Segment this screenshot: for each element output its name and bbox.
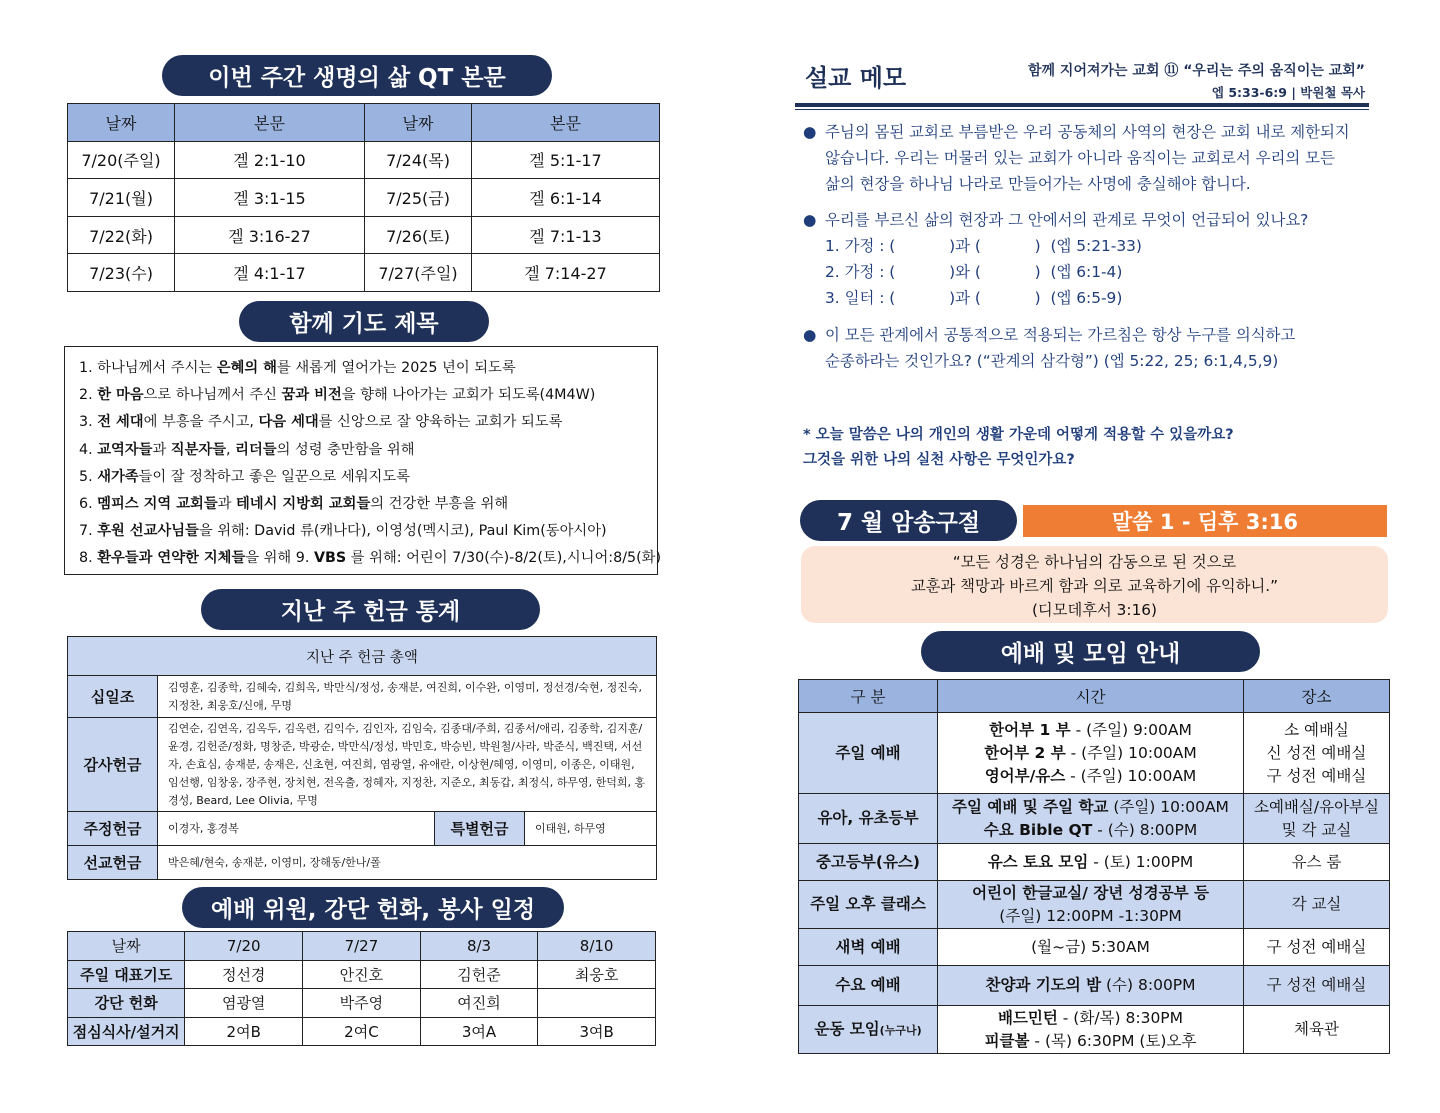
schedule-header: 날짜 [68,932,185,961]
text-span: 을 향해 나아가는 교회가 되도록(4M4W) [341,387,596,404]
emphasis-text: 테네시 지방회 교회들 [236,496,371,513]
worship-time [938,966,1244,1006]
schedule-header: 8/10 [538,932,656,961]
emphasis-text: 주일 예배 및 주일 학교 [952,797,1109,816]
table-row [68,718,657,812]
text-span: 1. 하나님께서 주시는 [79,360,217,376]
emphasis-text: 찬양과 기도의 밤 [985,976,1102,994]
schedule-cell: 2여B [185,1017,303,1046]
schedule-cell: 정선경 [185,960,303,989]
verse-text-box [801,546,1388,623]
schedule-cell: 김헌준 [420,960,537,989]
emphasis-text: 한어부 2 부 [984,743,1066,762]
qt-cell: 7/27(주일) [365,254,472,292]
schedule-cell: 3여A [420,1017,537,1046]
schedule-cell: 여진희 [420,989,537,1018]
qt-cell: 겔 3:1-15 [175,179,365,217]
text-span: 2. [79,387,98,404]
emphasis-text: 환우들과 연약한 지체들 [97,550,246,567]
schedule-table [67,931,656,1046]
worship-time [938,844,1244,881]
table-row [68,216,660,254]
thanks-label: 감사헌금 [68,718,158,812]
prayer-item [79,382,647,409]
worship-place-line: 소 예배실 [1284,720,1349,739]
verse-line: 교훈과 책망과 바르게 함과 의로 교육하기에 유익하니.” [910,577,1279,595]
emphasis-text: 수요 Bible QT [983,820,1093,839]
table-row [68,141,660,179]
memo-bullet-2 [803,207,1373,311]
worship-category [799,881,938,929]
divider [795,103,1369,107]
memo-line: 2. 가정 : ( )와 ( ) (엡 6:1-4) [825,263,1123,281]
worship-place-line: 구 성전 예배실 [1266,976,1367,994]
prayer-item [79,491,647,518]
weekly-label: 주정헌금 [68,812,158,846]
qt-section-title: 이번 주간 생명의 삶 QT 본문 [162,55,552,96]
special-names: 이태원, 하무영 [525,812,657,846]
worship-time [938,794,1244,844]
worship-place-line: 구 성전 예배실 [1266,937,1367,956]
emphasis-text: 새가족 [97,468,139,485]
schedule-header: 7/20 [185,932,303,961]
weekly-names: 이경자, 홍경복 [158,812,435,846]
qt-cell: 7/20(주일) [68,141,175,179]
emphasis-text: 한 마음 [97,387,144,404]
emphasis-text: 영어부/유스 [984,766,1066,785]
memo-line: 3. 일터 : ( )과 ( ) (엡 6:5-9) [825,289,1123,307]
qt-table [67,103,660,292]
worship-time-line [938,796,1243,819]
text-span: (수) 8:00PM [1101,976,1196,994]
bullet-icon: ● [803,123,817,141]
worship-place-line: 유스 룸 [1291,852,1342,871]
prayer-item [79,518,647,545]
offering-total-title: 지난 주 헌금 총액 [68,637,657,676]
worship-time [938,713,1244,794]
emphasis-text: 배드민턴 [997,1008,1058,1027]
worship-time-line [938,974,1243,997]
table-row [799,881,1390,929]
worship-place [1244,794,1390,844]
worship-category-name: 새벽 예배 [835,937,901,956]
emphasis-text: 유스 토요 모임 [987,852,1089,871]
worship-place-line: 소예배실/유아부실 [1253,797,1379,816]
special-label: 특별헌금 [435,812,525,846]
text-span: - (목) 6:30PM (토)오후 [1029,1031,1197,1050]
memo-line: 삶의 현장을 하나님 나라로 만들어가는 사명에 충실해야 합니다. [825,175,1251,193]
emphasis-text: 후원 선교사님들 [97,523,199,540]
table-row [68,960,656,989]
text-span: 3. [79,414,98,431]
prayer-item [79,464,647,491]
memo-line: 순종하라는 것인가요? (“관계의 삼각형”) (엡 5:22, 25; 6:1,4,5,9) [825,352,1279,370]
qt-cell: 7/24(목) [365,141,472,179]
qt-cell: 겔 2:1-10 [175,141,365,179]
worship-time-line [938,936,1243,959]
offering-table [67,636,657,880]
worship-time [938,881,1244,929]
memo-line: 우리를 부르신 삶의 현장과 그 안에서의 관계로 무엇이 언급되어 있나요? [825,211,1309,229]
emphasis-text: 다음 세대 [258,414,319,431]
qt-header-date1: 날짜 [68,104,175,142]
text-span: , [226,441,236,458]
prayer-item [79,437,647,464]
prayer-section-title: 함께 기도 제목 [239,301,489,342]
emphasis-text: 꿈과 비전 [281,387,342,404]
verse-reference-label: 말씀 1 - 딤후 3:16 [1023,505,1387,537]
emphasis-text: 피클볼 [984,1031,1030,1050]
worship-place [1244,966,1390,1006]
worship-time-line [938,905,1243,928]
qt-cell: 겔 7:14-27 [472,254,660,292]
schedule-row-label: 점심식사/설거지 [68,1017,185,1046]
schedule-cell: 박주영 [303,989,421,1018]
text-span: 6. [79,496,98,513]
worship-category-name: 주일 오후 클래스 [810,895,926,913]
worship-time-line [938,1007,1243,1030]
worship-time [938,1006,1244,1054]
worship-category [799,844,938,881]
schedule-header: 7/27 [303,932,421,961]
tithe-label: 십일조 [68,676,158,718]
text-span: 를 위해: 어린이 7/30(수)-8/2(토),시니어:8/5(화) [346,550,662,567]
worship-place [1244,1006,1390,1054]
verse-line: (디모데후서 3:16) [1031,601,1158,619]
text-span: - (주일) 9:00AM [1070,720,1192,739]
text-span: 을 위해: David 류(캐나다), 이영성(멕시코), Paul Kim(동아시아) [198,523,607,540]
text-span: - (주일) 10:00AM [1065,743,1197,762]
text-span: - (주일) 10:00AM [1065,766,1197,785]
question-line: 그것을 위한 나의 실천 사항은 무엇인가요? [803,452,1075,468]
qt-header-text2: 본문 [472,104,660,142]
worship-place-line: 체육관 [1294,1020,1339,1038]
qt-cell: 7/21(월) [68,179,175,217]
qt-cell: 겔 5:1-17 [472,141,660,179]
table-row [68,846,657,880]
worship-category [799,966,938,1006]
schedule-section-title: 예배 위원, 강단 헌화, 봉사 일정 [182,887,564,928]
qt-cell: 7/25(금) [365,179,472,217]
memo-line: 않습니다. 우리는 머물러 있는 교회가 아니라 움직이는 교회로서 우리의 모든 [825,149,1335,167]
worship-table [798,679,1390,1054]
worship-place-line: 신 성전 예배실 [1266,743,1367,762]
text-span: - (수) 8:00PM [1092,820,1198,839]
table-row [68,254,660,292]
schedule-row-label: 주일 대표기도 [68,960,185,989]
emphasis-text: 리더들 [235,441,277,458]
worship-category-name: 운동 모임 [814,1019,880,1038]
worship-category-name: 주일 예배 [835,743,901,762]
table-row [799,966,1390,1006]
worship-header: 장소 [1244,680,1390,713]
schedule-cell: 염광열 [185,989,303,1018]
bullet-icon: ● [803,211,817,229]
prayer-item [79,545,662,572]
worship-time [938,929,1244,966]
text-span: 의 건강한 부흥을 위해 [370,496,509,513]
text-span: - (토) 1:00PM [1088,852,1194,871]
worship-category-note: (누구나) [879,1023,922,1037]
memo-bullet-1 [803,119,1373,197]
text-span: (주일) 10:00AM [1108,797,1229,816]
tithe-names: 김영훈, 김종학, 김혜숙, 김희옥, 박만식/정성, 송재분, 여진희, 이수완, 이영미, 정선경/숙현, 정진숙, 지정찬, 최웅호/신애, 무명 [158,676,657,718]
worship-category [799,794,938,844]
qt-cell: 겔 7:1-13 [472,216,660,254]
worship-place-line: 각 교실 [1291,895,1342,913]
qt-header-text1: 본문 [175,104,365,142]
worship-place-line: 구 성전 예배실 [1266,766,1367,785]
text-span: 에 부흥을 주시고, [143,414,259,431]
table-row [799,794,1390,844]
worship-place [1244,713,1390,794]
schedule-header: 8/3 [420,932,537,961]
prayer-list [64,346,662,575]
table-row [799,1006,1390,1054]
table-row [68,179,660,217]
schedule-row-label: 강단 헌화 [68,989,185,1018]
worship-time-line [938,851,1243,874]
worship-category-name: 중고등부(유스) [815,852,920,871]
divider [795,109,1369,110]
memo-line: 1. 가정 : ( )과 ( ) (엡 5:21-33) [825,237,1142,255]
worship-time-line [938,742,1243,765]
text-span: 들이 잘 정착하고 좋은 일꾼으로 세워지도록 [138,468,410,485]
bullet-icon: ● [803,326,817,344]
worship-time-line [938,765,1243,788]
text-span: 8. [79,550,98,567]
worship-place [1244,929,1390,966]
emphasis-text: 전 세대 [97,414,144,431]
qt-cell: 겔 6:1-14 [472,179,660,217]
question-line: * 오늘 말씀은 나의 개인의 생활 가운데 어떻게 적용할 수 있을까요? [803,427,1234,443]
worship-category [799,1006,938,1054]
qt-cell: 7/22(화) [68,216,175,254]
memo-bullet-3 [803,322,1373,374]
worship-time-line [938,882,1243,905]
memo-line: 이 모든 관계에서 공통적으로 적용되는 가르침은 항상 누구를 의식하고 [825,326,1296,344]
schedule-cell [538,989,656,1018]
text-span: 4. [79,441,98,458]
worship-time-line [938,1030,1243,1053]
prayer-item [79,409,647,436]
text-span: 과 [217,496,236,513]
worship-category-name: 수요 예배 [835,976,901,994]
qt-cell: 7/26(토) [365,216,472,254]
table-row [799,929,1390,966]
memo-line: 주님의 몸된 교회로 부름받은 우리 공동체의 사역의 현장은 교회 내로 제한되지 [825,123,1350,141]
schedule-cell: 안진호 [303,960,421,989]
worship-category [799,713,938,794]
qt-cell: 겔 4:1-17 [175,254,365,292]
worship-header: 시간 [938,680,1244,713]
table-row [68,989,656,1018]
sermon-series: 함께 지어져가는 교회 ⑪ “우리는 주의 움직이는 교회” [1028,63,1365,79]
text-span: 과 [152,441,171,458]
emphasis-text: 멤피스 지역 교회들 [97,496,218,513]
worship-time-line [938,819,1243,842]
emphasis-text: 직분자들 [170,441,227,458]
qt-cell: 7/23(수) [68,254,175,292]
emphasis-text: 한어부 1 부 [989,720,1071,739]
schedule-cell: 2여C [303,1017,421,1046]
worship-category [799,929,938,966]
sermon-reference: 엡 5:33-6:9 | 박원철 목사 [1211,85,1365,100]
table-row [68,676,657,718]
table-row [799,713,1390,794]
sermon-memo-title: 설교 메모 [805,64,907,92]
table-row [799,844,1390,881]
schedule-cell: 3여B [538,1017,656,1046]
verse-line: “모든 성경은 하나님의 감동으로 된 것으로 [952,553,1237,571]
verse-section-title: 7 월 암송구절 [800,500,1017,541]
worship-time-line [938,719,1243,742]
text-span: - (화/목) 8:30PM [1057,1008,1184,1027]
table-row [68,812,657,846]
qt-header-date2: 날짜 [365,104,472,142]
worship-place [1244,844,1390,881]
text-span: 를 새롭게 열어가는 2025 년이 되도록 [277,360,516,376]
prayer-item [79,355,647,382]
text-span: 을 위해 9. [245,550,314,567]
text-span: 7. [79,523,98,540]
mission-names: 박은혜/현숙, 송재분, 이영미, 장해동/한나/폴 [158,846,657,880]
qt-cell: 겔 3:16-27 [175,216,365,254]
application-question [803,423,1234,473]
worship-place-line: 및 각 교실 [1281,820,1352,839]
text-span: 5. [79,468,98,485]
worship-category-name: 유아, 유초등부 [817,809,919,827]
text-span: 의 성령 충만함을 위해 [276,441,415,458]
text-span: (월~금) 5:30AM [1031,937,1150,956]
schedule-cell: 최웅호 [538,960,656,989]
mission-label: 선교헌금 [68,846,158,880]
emphasis-text: 교역자들 [97,441,153,458]
worship-section-title: 예배 및 모임 안내 [921,631,1260,672]
emphasis-text: 어린이 한글교실/ 장년 성경공부 등 [972,883,1209,902]
table-row [68,1017,656,1046]
text-span: 를 신앙으로 잘 양육하는 교회가 되도록 [318,414,563,431]
text-span: (주일) 12:00PM -1:30PM [999,906,1182,925]
emphasis-text: VBS [313,550,347,567]
worship-header: 구 분 [799,680,938,713]
thanks-names: 김연순, 김연옥, 김옥두, 김옥련, 김익수, 김인자, 김임숙, 김종대/주희, 김종서/애리, 김종학, 김지훈/윤경, 김헌준/정화, 명창준, 박광순, 박만식/정성, 박민호, 박승빈, 박원철/사라, 박준식, 백진택, 서선자, 손효심, 송재분, 송재은, 신초현, 여진희, 염광열, 유애란, 이상현/혜영, 이영미, 이종은, 이태원, 임선행, 임창웅, 장주현, 장치현, 전옥출, 정혜자, 지정찬, 지준오, 최동갑, 최정식, 하무영, 한덕희, 홍경성, Beard, Lee Olivia, 무명 [158,718,657,812]
text-span: 으로 하나님께서 주신 [143,387,282,404]
emphasis-text: 은혜의 해 [216,360,277,376]
offering-section-title: 지난 주 헌금 통계 [201,589,540,630]
worship-place [1244,881,1390,929]
